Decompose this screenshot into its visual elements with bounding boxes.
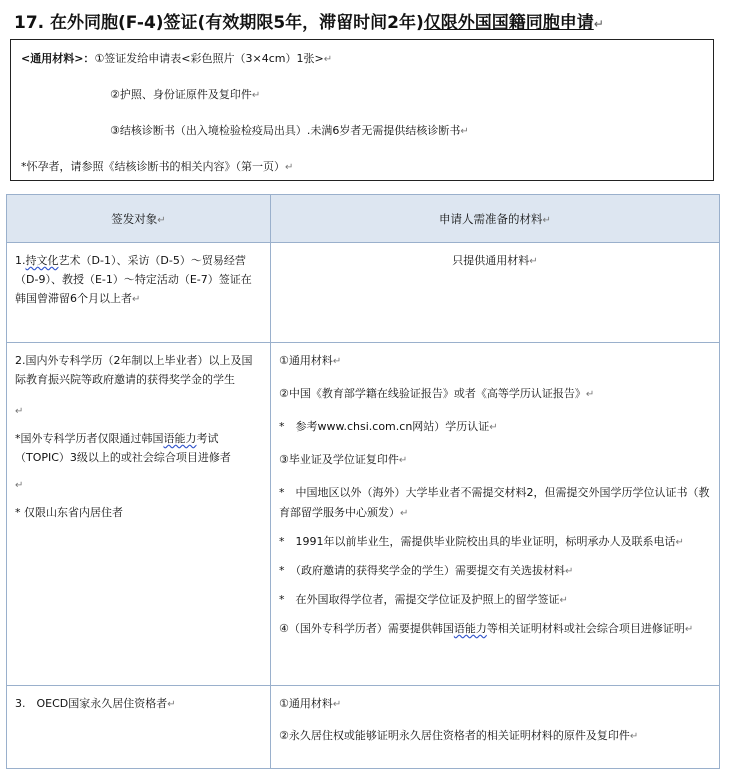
row3-material-item: ①通用材料↵ xyxy=(279,697,342,710)
common-item-2: ②护照、身份证原件及复印件 xyxy=(110,88,252,101)
common-label: <通用材料>： xyxy=(21,52,95,65)
row2-target-note-2: * 仅限山东省内居住者 xyxy=(15,506,123,519)
requirements-table xyxy=(6,194,720,769)
common-item-3: ③结核诊断书（出入境检验检疫局出具）.未满6岁者无需提供结核诊断书 xyxy=(110,124,461,137)
row2-material-item: * 在外国取得学位者，需提交学位证及护照上的留学签证↵ xyxy=(279,593,568,606)
common-item-2-line xyxy=(110,86,260,102)
row3-target-cell: 3. OECD国家永久居住资格者↵ xyxy=(7,686,271,769)
row2-target-note-1: *国外专科学历者仅限通过韩国语能力考试（TOPIC）3级以上的或社会综合项目进修者 xyxy=(15,432,231,464)
row3-target: 3. OECD国家永久居住资格者 xyxy=(15,697,168,710)
paragraph-mark: ↵ xyxy=(251,90,261,101)
row1-materials: 只提供通用材料 xyxy=(452,254,530,267)
row2-material-item: * （政府邀请的获得奖学金的学生）需要提交有关选拔材料↵ xyxy=(279,564,574,577)
table-row-2 xyxy=(7,343,720,686)
row2-material-item: ①通用材料↵ xyxy=(279,354,342,367)
table-header-row xyxy=(7,195,720,243)
header-target: 签发对象↵ xyxy=(7,195,271,243)
row2-material-item: * 1991年以前毕业生，需提供毕业院校出具的毕业证明，标明承办人及联系电话↵ xyxy=(279,535,684,548)
row2-material-item: ②中国《教育部学籍在线验证报告》或者《高等学历认证报告》↵ xyxy=(279,387,595,400)
row2-materials-cell xyxy=(271,343,720,686)
common-note: *怀孕者，请参照《结核诊断书的相关内容》（第一页） xyxy=(21,160,285,173)
header-materials: 申请人需准备的材料↵ xyxy=(271,195,720,243)
table-row-3 xyxy=(7,686,720,769)
row2-target-cell: 2.国内外专科学历（2年制以上毕业者）以上及国际教育振兴院等政府邀请的获得奖学金的学生 ↵ *国外专科学历者仅限通过韩国语能力考试（TOPIC）3级以上的或社会综合项目进修者 ↵ * 仅限山东省内居住者 xyxy=(7,343,271,686)
paragraph-mark: ↵ xyxy=(285,162,294,173)
title-underlined: 仅限外国国籍同胞申请 xyxy=(423,13,594,33)
row3-material-item: ②永久居住权或能够证明永久居住资格者的相关证明材料的原件及复印件↵ xyxy=(279,729,639,742)
row2-material-item-last: ④（国外专科学历者）需要提供韩国语能力等相关证明材料或社会综合项目进修证明↵ xyxy=(279,622,694,635)
table-row-1 xyxy=(7,243,720,343)
title-prefix: 17. 在外同胞(F-4)签证(有效期限5年，滞留时间2年) xyxy=(14,13,424,33)
paragraph-mark: ↵ xyxy=(593,17,604,31)
common-note-line xyxy=(21,158,293,174)
row2-material-item: * 参考www.chsi.com.cn网站）学历认证↵ xyxy=(279,420,498,433)
row1-materials-cell: 只提供通用材料↵ xyxy=(271,243,720,343)
row2-target-main: 2.国内外专科学历（2年制以上毕业者）以上及国际教育振兴院等政府邀请的获得奖学金的学生 xyxy=(15,354,253,386)
wavy-text: 持文化 xyxy=(25,254,59,267)
row3-materials-cell xyxy=(271,686,720,769)
row1-target-cell: 1.持文化艺术（D-1）、采访（D-5）～贸易经营（D-9）、教授（E-1）～特定活动（E-7）签证在韩国曾滞留6个月以上者↵ xyxy=(7,243,271,343)
row2-material-item: ③毕业证及学位证复印件↵ xyxy=(279,453,408,466)
common-item-1-line xyxy=(21,50,332,66)
common-item-1: ①签证发给申请表<彩色照片（3×4cm）1张> xyxy=(94,52,324,65)
common-materials-box xyxy=(10,39,714,181)
row2-material-item: * 中国地区以外（海外）大学毕业者不需提交材料2，但需提交外国学历学位认证书（教育部留学服务中心颁发）↵ xyxy=(279,486,710,519)
page-title xyxy=(14,8,604,33)
paragraph-mark: ↵ xyxy=(323,54,333,65)
paragraph-mark: ↵ xyxy=(460,126,469,137)
common-item-3-line xyxy=(110,122,469,138)
